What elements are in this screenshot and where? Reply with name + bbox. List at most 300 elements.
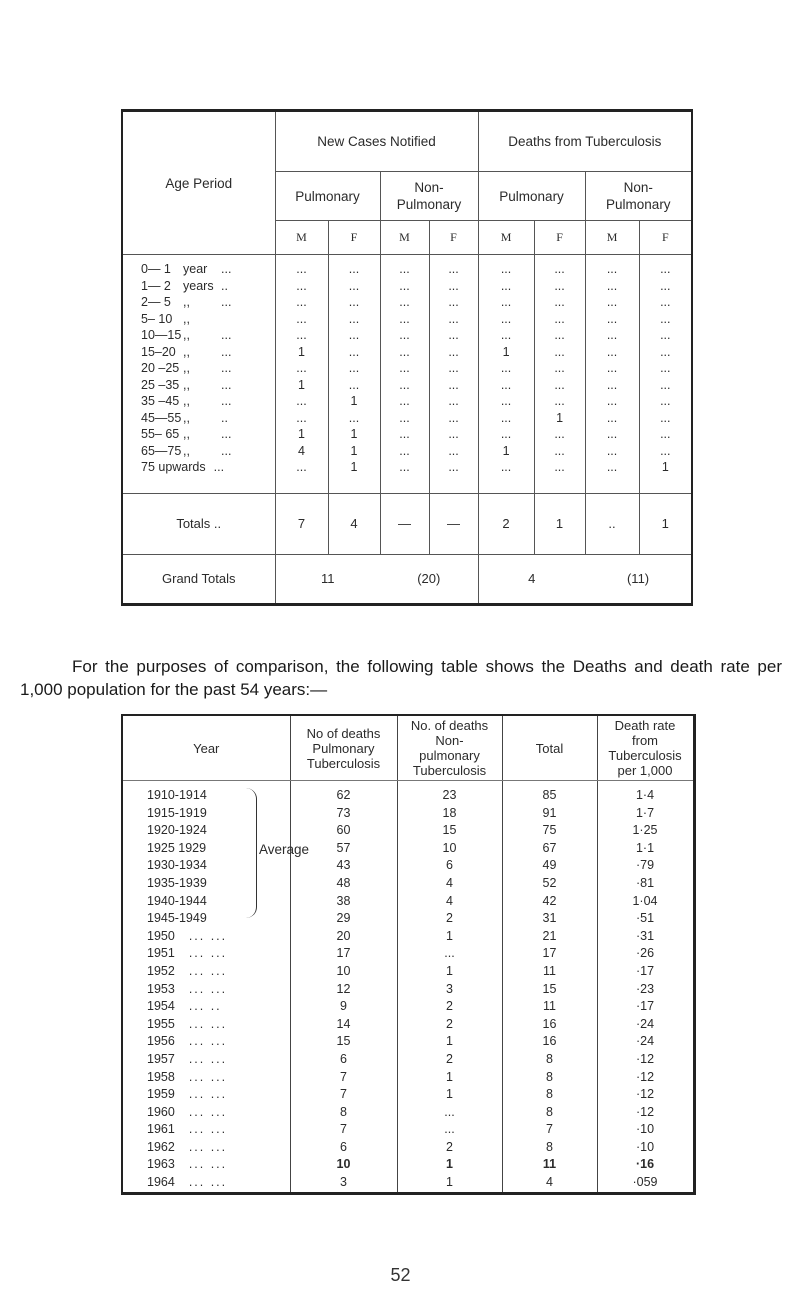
nonpulm-cell: 4 — [397, 893, 502, 911]
cell-value: ... — [296, 311, 307, 326]
age-range-row — [141, 311, 275, 328]
cell-value: ... — [296, 361, 307, 376]
totals-text: Totals — [176, 516, 211, 532]
nonpulm-cell: 23 — [397, 781, 502, 805]
rate-cell: ·17 — [597, 963, 694, 981]
rate-cell: ·26 — [597, 945, 694, 963]
pulm-cell: 10 — [290, 1156, 397, 1174]
grand-totals-label: Grand Totals — [122, 554, 275, 604]
header-line: Non- — [435, 733, 464, 748]
table-row — [122, 1139, 694, 1157]
cell-value: ... — [399, 311, 410, 326]
age-dots: ... — [221, 377, 232, 392]
cell-value: ... — [606, 361, 618, 376]
year-cell — [122, 1104, 290, 1122]
cell-value: ... — [660, 361, 671, 376]
cell-value: ... — [500, 262, 512, 277]
pulm-cell: 12 — [290, 981, 397, 999]
nonpulm-cell: 1 — [397, 1069, 502, 1087]
total-cell: 75 — [502, 822, 597, 840]
f-header: F — [534, 221, 585, 255]
cell-value: ... — [348, 262, 360, 277]
cell-value: 1 — [350, 460, 358, 475]
nonpulm-cell: 3 — [397, 981, 502, 999]
nonpulm-cell: ... — [397, 1104, 502, 1122]
cell-value: 1 — [350, 443, 358, 458]
cell-value: ... — [448, 262, 459, 277]
leader-dots: ... ... — [188, 946, 228, 961]
table-row — [122, 1069, 694, 1087]
cell-value: ... — [296, 262, 307, 277]
total-cell: — — [429, 493, 478, 554]
cell-value: ... — [500, 328, 512, 343]
rate-cell: ·16 — [597, 1156, 694, 1174]
table-row — [122, 928, 694, 946]
pulm-cell: 20 — [290, 928, 397, 946]
cell-value: ... — [660, 344, 671, 359]
age-range: 75 upwards — [141, 460, 206, 475]
total-cell: 11 — [502, 963, 597, 981]
totals-label — [122, 493, 275, 554]
pulm-cell: 62 — [290, 781, 397, 805]
nonpulm-cell: 2 — [397, 1016, 502, 1034]
total-cell: 2 — [478, 493, 534, 554]
cell-value: ... — [554, 361, 565, 376]
total-cell: 85 — [502, 781, 597, 805]
new-cases-header: New Cases Notified — [275, 111, 478, 172]
pulm-cell: 6 — [290, 1051, 397, 1069]
rate-cell: ·12 — [597, 1069, 694, 1087]
table-row — [122, 1086, 694, 1104]
leader-dots: ... ... — [188, 1034, 228, 1049]
data-column — [380, 255, 429, 493]
year-value: 1935-1939 — [147, 875, 207, 890]
m-header: M — [275, 221, 328, 255]
rate-cell: ·059 — [597, 1174, 694, 1193]
cell-value: ... — [500, 427, 512, 442]
data-column — [429, 255, 478, 493]
pulm-cell: 9 — [290, 998, 397, 1016]
pulm-cell: 3 — [290, 1174, 397, 1193]
year-cell — [122, 1139, 290, 1157]
header-line: per 1,000 — [617, 763, 673, 778]
total-cell: 21 — [502, 928, 597, 946]
leader-dots: ... ... — [188, 1122, 228, 1137]
cell-value: ... — [660, 427, 671, 442]
rate-cell: ·24 — [597, 1016, 694, 1034]
data-column — [534, 255, 585, 493]
rate-cell: ·12 — [597, 1086, 694, 1104]
leader-dots: ... ... — [188, 1087, 228, 1102]
year-value: 1945-1949 — [147, 911, 207, 926]
rate-cell: ·17 — [597, 998, 694, 1016]
rate-cell: ·51 — [597, 910, 694, 928]
cell-value: ... — [399, 427, 410, 442]
cell-value: ... — [500, 460, 512, 475]
rate-cell: ·79 — [597, 857, 694, 875]
age-dots: .. — [221, 278, 228, 293]
year-cell — [122, 1069, 290, 1087]
year-value: 1963 — [147, 1157, 175, 1172]
rate-cell: ·12 — [597, 1051, 694, 1069]
age-ranges-column — [122, 255, 275, 493]
total-cell: 11 — [502, 1156, 597, 1174]
year-value: 1956 — [147, 1034, 175, 1049]
total-cell: 8 — [502, 1104, 597, 1122]
total-cell: 7 — [502, 1121, 597, 1139]
rate-cell: 1·1 — [597, 840, 694, 858]
total-cell: 52 — [502, 875, 597, 893]
pulm-cell: 57 — [290, 840, 397, 858]
age-unit: ,, — [183, 377, 190, 392]
age-range: 1— 2 — [141, 278, 171, 293]
cell-value: ... — [399, 344, 410, 359]
age-dots: ... — [221, 262, 232, 277]
pulm-cell: 38 — [290, 893, 397, 911]
age-range: 20 –25 — [141, 361, 180, 376]
rate-cell: ·10 — [597, 1139, 694, 1157]
year-value: 1910-1914 — [147, 788, 207, 802]
age-unit: ,, — [183, 410, 190, 425]
age-range-row — [141, 443, 275, 460]
age-unit: ,, — [183, 328, 190, 343]
age-range: 15–20 — [141, 344, 176, 359]
rate-cell: ·10 — [597, 1121, 694, 1139]
cell-value: ... — [448, 460, 459, 475]
year-value: 1955 — [147, 1016, 175, 1031]
rate-cell: ·81 — [597, 875, 694, 893]
rate-cell: 1·4 — [597, 781, 694, 805]
header-line: Pulmonary — [312, 740, 375, 756]
year-value: 1961 — [147, 1122, 175, 1137]
total-cell: 91 — [502, 805, 597, 823]
nonpulm-cell: ... — [397, 1121, 502, 1139]
age-dots: .. — [221, 410, 228, 425]
leader-dots: ... .. — [188, 999, 222, 1014]
age-range: 0— 1 — [141, 262, 171, 277]
age-dots: ... — [221, 361, 232, 376]
age-range-row — [141, 393, 275, 410]
year-value: 1954 — [147, 999, 175, 1014]
cell-value: 1 — [298, 344, 305, 359]
nonpulm-cell: 2 — [397, 1139, 502, 1157]
pulm-cell: 6 — [290, 1139, 397, 1157]
table-row — [122, 857, 694, 875]
year-value: 1952 — [147, 963, 175, 978]
table-row — [122, 893, 694, 911]
total-cell: 1 — [534, 493, 585, 554]
deaths-pulmonary-header: Pulmonary — [478, 172, 585, 221]
cell-value: ... — [500, 410, 512, 425]
age-unit: ,, — [183, 295, 190, 310]
total-cell: 4 — [502, 1174, 597, 1193]
cell-value: ... — [660, 311, 671, 326]
page-number: 52 — [390, 1265, 411, 1285]
non-pulm-line1: Non- — [414, 180, 444, 196]
total-cell: 8 — [502, 1069, 597, 1087]
pulm-cell: 73 — [290, 805, 397, 823]
table-row — [122, 1016, 694, 1034]
cell-value: ... — [348, 295, 360, 310]
total-cell: 15 — [502, 981, 597, 999]
year-value: 1957 — [147, 1051, 175, 1066]
totals-dots: .. — [213, 516, 222, 532]
rate-cell: ·12 — [597, 1104, 694, 1122]
total-cell: 42 — [502, 893, 597, 911]
cell-value: ... — [348, 361, 360, 376]
leader-dots: ... ... — [188, 1157, 228, 1172]
age-range-row — [141, 377, 275, 394]
cell-value: ... — [500, 311, 512, 326]
age-dots: ... — [213, 460, 225, 475]
pulm-cell: 43 — [290, 857, 397, 875]
table-row — [122, 945, 694, 963]
age-range: 2— 5 — [141, 295, 171, 310]
cell-value: ... — [606, 460, 618, 475]
cell-value: ... — [554, 278, 565, 293]
pulm-cell: 60 — [290, 822, 397, 840]
age-range: 45—55 — [141, 410, 182, 425]
total-cell: 7 — [275, 493, 328, 554]
age-range: 10—15 — [141, 328, 182, 343]
new-cases-non-pulmonary-header — [380, 172, 478, 221]
non-pulm-line2: Pulmonary — [606, 197, 671, 213]
year-value: 1960 — [147, 1104, 175, 1119]
nonpulm-cell: 2 — [397, 998, 502, 1016]
average-brace — [246, 788, 257, 918]
cell-value: ... — [399, 410, 410, 425]
table-row — [122, 1104, 694, 1122]
nonpulm-cell: ... — [397, 945, 502, 963]
cell-value: ... — [554, 344, 565, 359]
year-cell — [122, 998, 290, 1016]
table-row — [122, 1174, 694, 1193]
year-cell — [122, 1174, 290, 1193]
age-unit: ,, — [183, 427, 190, 442]
cell-value: ... — [448, 361, 459, 376]
header-line: No of deaths — [306, 725, 381, 741]
age-range: 55– 65 — [141, 427, 180, 442]
age-range-row — [141, 261, 275, 278]
pulm-cell: 8 — [290, 1104, 397, 1122]
age-range: 35 –45 — [141, 394, 180, 409]
cell-value: ... — [554, 460, 565, 475]
cell-value: ... — [606, 311, 618, 326]
age-range-row — [141, 344, 275, 361]
year-header: Year — [122, 715, 290, 781]
cell-value: 1 — [556, 410, 564, 425]
pulm-cell: 48 — [290, 875, 397, 893]
cell-value: ... — [348, 344, 360, 359]
cell-value: ... — [500, 377, 512, 392]
data-column — [585, 255, 639, 493]
pulm-cell: 7 — [290, 1069, 397, 1087]
cell-value: ... — [606, 262, 618, 277]
nonpulm-cell: 2 — [397, 910, 502, 928]
table-row — [122, 1121, 694, 1139]
age-range-row — [141, 278, 275, 295]
table-row — [122, 875, 694, 893]
leader-dots: ... ... — [188, 1139, 228, 1154]
leader-dots: ... ... — [188, 1104, 228, 1119]
cell-value: ... — [399, 377, 410, 392]
cell-value: ... — [399, 295, 410, 310]
data-column — [478, 255, 534, 493]
age-unit: ,, — [183, 344, 190, 359]
cell-value: ... — [296, 410, 307, 425]
age-range-row — [141, 327, 275, 344]
pulm-cell: 17 — [290, 945, 397, 963]
cell-value: ... — [296, 278, 307, 293]
age-unit: ,, — [183, 311, 190, 326]
table-row — [122, 981, 694, 999]
cell-value: 4 — [298, 443, 305, 458]
table-row — [122, 822, 694, 840]
cell-value: ... — [660, 278, 671, 293]
cell-value: ... — [554, 377, 565, 392]
cell-value: ... — [554, 262, 565, 277]
cell-value: ... — [448, 278, 459, 293]
header-line: Tuberculosis — [608, 748, 682, 763]
cell-value: ... — [606, 427, 618, 442]
leader-dots: ... ... — [188, 1069, 228, 1084]
year-cell — [122, 1051, 290, 1069]
total-cell: 11 — [502, 998, 597, 1016]
leader-dots: ... ... — [188, 963, 228, 978]
new-cases-and-deaths-table — [121, 109, 693, 606]
cell-value: ... — [554, 328, 565, 343]
cell-value: ... — [399, 361, 410, 376]
cell-value: ... — [399, 278, 410, 293]
cell-value: ... — [606, 443, 618, 458]
year-value: 1958 — [147, 1069, 175, 1084]
cell-value: ... — [348, 377, 360, 392]
paragraph-text: For the purposes of comparison, the following table shows the Deaths and death rate per 1,000 population for the past 54 years:— — [20, 657, 782, 699]
nonpulm-cell: 10 — [397, 840, 502, 858]
year-value: 1959 — [147, 1087, 175, 1102]
cell-value: ... — [399, 460, 410, 475]
cell-value: ... — [500, 361, 512, 376]
cell-value: ... — [348, 278, 360, 293]
year-cell — [122, 910, 290, 928]
table2-body — [122, 781, 694, 1194]
nonpulm-cell: 6 — [397, 857, 502, 875]
cell-value: ... — [399, 262, 410, 277]
deaths-header: Deaths from Tuberculosis — [478, 111, 692, 172]
age-dots: ... — [221, 344, 232, 359]
cell-value: ... — [660, 443, 671, 458]
nonpulm-cell: 1 — [397, 1033, 502, 1051]
year-value: 1930-1934 — [147, 858, 207, 873]
year-cell — [122, 1033, 290, 1051]
f-header: F — [639, 221, 692, 255]
cell-value: ... — [448, 377, 459, 392]
year-cell — [122, 781, 290, 805]
average-label: Average — [259, 842, 310, 857]
cell-value: ... — [606, 328, 618, 343]
cell-value: ... — [448, 328, 459, 343]
total-cell: 8 — [502, 1139, 597, 1157]
cell-value: ... — [448, 394, 459, 409]
age-range: 65—75 — [141, 443, 182, 458]
cell-value: 1 — [350, 427, 358, 442]
cell-value: ... — [660, 295, 671, 310]
death-rate-header — [597, 715, 694, 781]
nonpulm-cell: 1 — [397, 1174, 502, 1193]
age-unit: ,, — [183, 361, 190, 376]
non-pulm-line2: Pulmonary — [396, 197, 462, 213]
leader-dots: ... ... — [188, 981, 228, 996]
year-value: 1925 1929 — [147, 840, 207, 855]
cell-value: ... — [554, 443, 565, 458]
pulm-cell: 14 — [290, 1016, 397, 1034]
header-line: Tuberculosis — [306, 755, 381, 771]
non-pulm-line1: Non- — [623, 180, 653, 196]
pulmonary-deaths-header — [290, 715, 397, 781]
grand-total-cell: (11) — [626, 571, 650, 587]
cell-value: ... — [606, 344, 618, 359]
total-cell: 67 — [502, 840, 597, 858]
age-unit: year — [183, 262, 208, 277]
f-header: F — [328, 221, 380, 255]
year-value: 1915-1919 — [147, 805, 207, 820]
cell-value: ... — [448, 311, 459, 326]
cell-value: ... — [500, 295, 512, 310]
nonpulm-cell: 1 — [397, 928, 502, 946]
age-range-row — [141, 459, 275, 476]
rate-cell: 1·25 — [597, 822, 694, 840]
rate-cell: 1·04 — [597, 893, 694, 911]
age-range-row — [141, 410, 275, 427]
nonpulm-cell: 1 — [397, 963, 502, 981]
non-pulmonary-deaths-header — [397, 715, 502, 781]
year-cell — [122, 1086, 290, 1104]
leader-dots: ... ... — [188, 1175, 228, 1190]
cell-value: ... — [448, 295, 459, 310]
year-value: 1940-1944 — [147, 893, 207, 908]
age-dots: ... — [221, 394, 232, 409]
table-row — [122, 805, 694, 823]
year-value: 1962 — [147, 1139, 175, 1154]
nonpulm-cell: 2 — [397, 1051, 502, 1069]
age-period-header: Age Period — [122, 111, 275, 255]
rate-cell: 1·7 — [597, 805, 694, 823]
cell-value: 1 — [298, 377, 305, 392]
age-dots: ... — [221, 443, 232, 458]
pulm-cell: 29 — [290, 910, 397, 928]
year-cell — [122, 893, 290, 911]
header-line: No. of deaths — [410, 718, 489, 733]
cell-value: ... — [554, 394, 565, 409]
total-cell: — — [380, 493, 429, 554]
year-value: 1964 — [147, 1175, 175, 1190]
table-row — [122, 963, 694, 981]
age-unit: years — [183, 278, 214, 293]
age-unit: ,, — [183, 394, 190, 409]
cell-value: 1 — [502, 344, 510, 359]
pulm-cell: 10 — [290, 963, 397, 981]
age-range-row — [141, 294, 275, 311]
grand-total-cell: 4 — [528, 571, 536, 587]
cell-value: ... — [448, 443, 459, 458]
cell-value: ... — [500, 278, 512, 293]
pulm-cell: 15 — [290, 1033, 397, 1051]
age-range: 5– 10 — [141, 311, 173, 326]
leader-dots: ... ... — [188, 1051, 228, 1066]
cell-value: ... — [296, 394, 307, 409]
cell-value: ... — [606, 295, 618, 310]
rate-cell: ·24 — [597, 1033, 694, 1051]
